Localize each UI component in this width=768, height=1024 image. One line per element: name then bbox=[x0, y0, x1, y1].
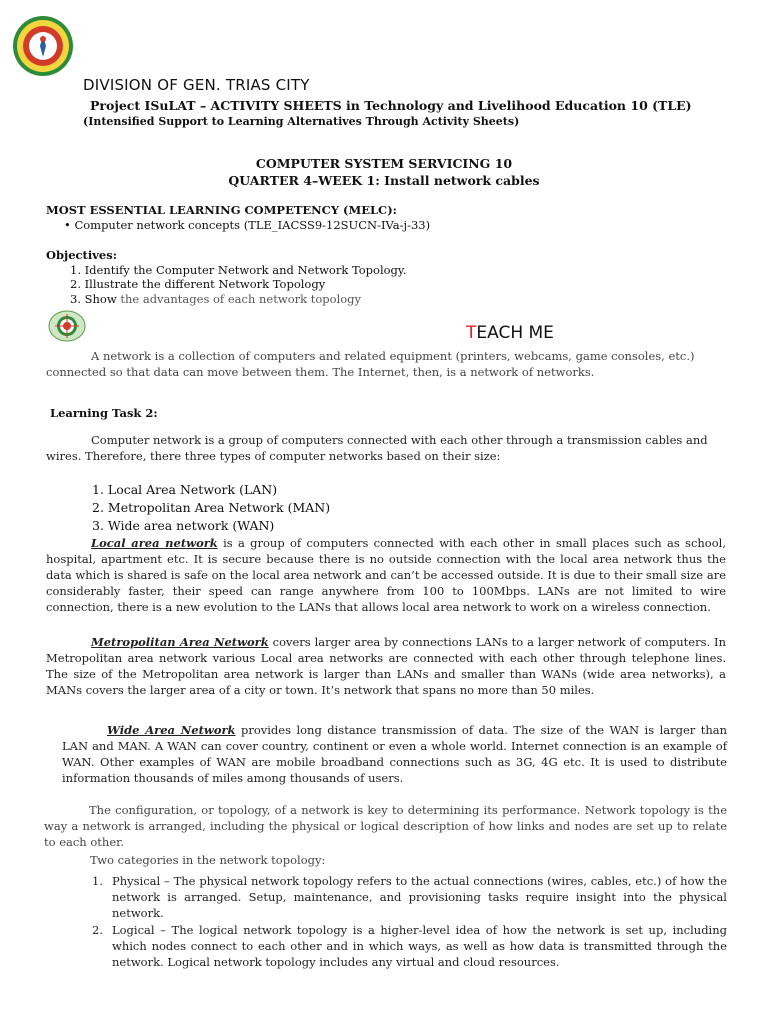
target-icon bbox=[48, 310, 86, 342]
division-name: DIVISION OF GEN. TRIAS CITY bbox=[83, 76, 310, 94]
category-item-physical: 1. Physical – The physical network topology refers to the actual connections (wires, cables, etc.) of how the network is arranged. Setup, maintenance, and provisioning tasks require insight into the physical network. bbox=[92, 874, 727, 920]
melc-heading: MOST ESSENTIAL LEARNING COMPETENCY (MELC): bbox=[46, 203, 397, 217]
learning-task-heading: Learning Task 2: bbox=[50, 406, 158, 420]
topology-paragraph: The configuration, or topology, of a network is key to determining its performance. Network topology is the way a network is arranged, including the physical or logical description of how links and nodes are set up to relate to each other. bbox=[44, 803, 727, 849]
network-type-item: 3. Wide area network (WAN) bbox=[92, 518, 275, 533]
lan-paragraph: Local area network is a group of computers connected with each other in small places such as school, hospital, apartment etc. It is secure because there is no outside connection with the local area network thus the data which is shared is safe on the local area network and can’t be accessed outside. It is due to their small size are considerably faster, their speed can range anywhere from 100 to 100Mbps. LANs are not limited to wire connection, there is a new evolution to the LANs that allows local area network to work on a wireless connection. bbox=[46, 536, 726, 614]
category-item-logical: 2. Logical – The logical network topology is a higher-level idea of how the network is set up, including which nodes connect to each other and in which ways, as well as how data is transmitted through the network. Logical network topology includes any virtual and cloud resources. bbox=[92, 923, 727, 969]
objective-item: 1. Identify the Computer Network and Network Topology. bbox=[70, 263, 407, 277]
project-subtitle: (Intensified Support to Learning Alternatives Through Activity Sheets) bbox=[83, 115, 520, 128]
objective-item: 2. Illustrate the different Network Topology bbox=[70, 277, 326, 291]
division-seal-icon bbox=[12, 15, 74, 77]
intro-paragraph: A network is a collection of computers and related equipment (printers, webcams, game consoles, etc.) connected so that data can move between them. The Internet, then, is a network of networks. bbox=[46, 349, 695, 379]
network-type-item: 1. Local Area Network (LAN) bbox=[92, 482, 278, 497]
man-paragraph: Metropolitan Area Network covers larger area by connections LANs to a larger network of computers. In Metropolitan area network various Local area networks are connected with each other through telephone lines. The size of the Metropolitan area network is larger than LANs and smaller than WANs (wide area networks), a MANs covers the larger area of a city or town. It’s network that spans no more than 50 miles. bbox=[46, 635, 726, 697]
objective-item: 3. Show the advantages of each network topology bbox=[70, 292, 362, 306]
course-title: COMPUTER SYSTEM SERVICING 10 bbox=[255, 156, 513, 171]
learning-task-intro: Computer network is a group of computers connected with each other through a transmission cables and wires. Therefore, there three types of computer networks based on their size: bbox=[46, 433, 708, 463]
wan-paragraph: Wide Area Network provides long distance transmission of data. The size of the WAN is larger than LAN and MAN. A WAN can cover country, continent or even a whole world. Internet connection is an example of WAN. Other examples of WAN are mobile broadband connections such as 3G, 4G etc. It is used to distribute information thousands of miles among thousands of users. bbox=[62, 723, 728, 785]
teach-me-heading: TEACH ME bbox=[466, 323, 554, 343]
week-title: QUARTER 4–WEEK 1: Install network cables bbox=[228, 173, 540, 188]
objectives-heading: Objectives: bbox=[46, 248, 117, 262]
network-type-item: 2. Metropolitan Area Network (MAN) bbox=[92, 500, 331, 515]
melc-item: • Computer network concepts (TLE_IACSS9-12SUCN-IVa-j-33) bbox=[64, 218, 431, 232]
project-title: Project ISuLAT – ACTIVITY SHEETS in Technology and Livelihood Education 10 (TLE) bbox=[90, 98, 692, 113]
categories-intro: Two categories in the network topology: bbox=[90, 853, 326, 867]
